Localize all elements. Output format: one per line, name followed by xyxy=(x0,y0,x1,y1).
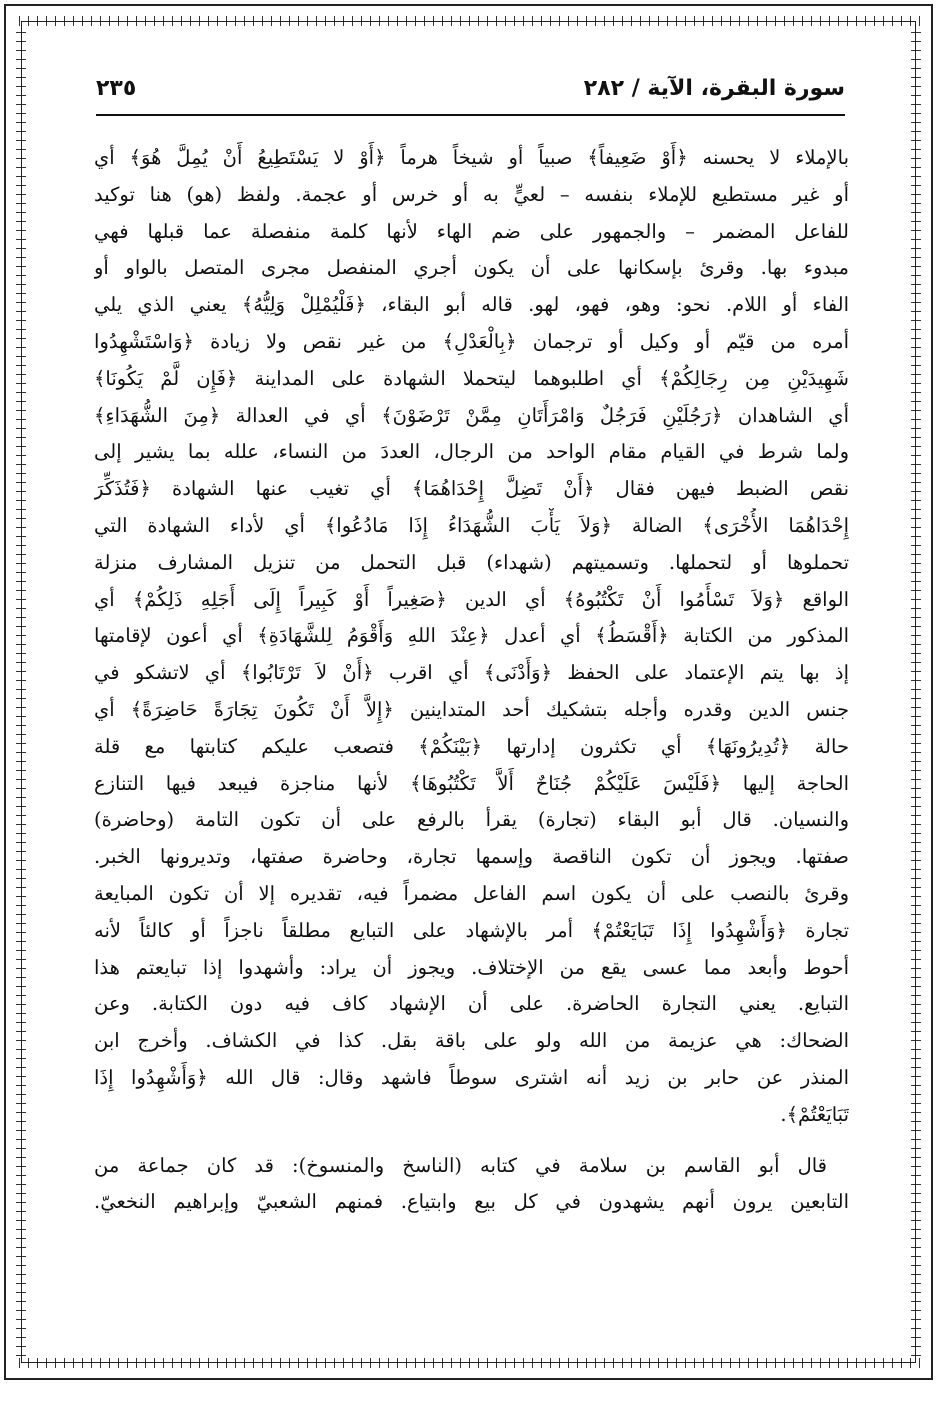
text-line: إِحْدَاهُمَا الأُخْرَى﴾ الضالة ﴿وَلاَ يَأْبَ الشُّهَدَاءُ إِذَا مَادُعُوا﴾ أي لأداء الشهادة التي xyxy=(94,513,849,537)
text-line: الواقع ﴿وَلاَ تَسْأَمُوا أَنْ تَكْتُبُوهُ﴾ أي الدين ﴿صَغِيراً أَوْ كَبِيراً إِلَى أَجَلِهِ ذَلِكُمْ﴾ أي xyxy=(94,587,849,611)
text-line: تحملوها أو لتحملها. وتسميتهم (شهداء) قبل التحمل من تنزيل المشارف منزلة xyxy=(94,550,849,574)
surah-title: سورة البقرة، الآية / ٢٨٢ xyxy=(583,75,845,101)
text-line: جنس الدين وقدره وأجله بتشكيك أحد المتداينين ﴿إِلاَّ أَنْ تَكُونَ تِجَارَةً حَاضِرَةً﴾ أي xyxy=(94,697,849,721)
text-line: التبايع. يعني التجارة الحاضرة. على أن الإشهاد كاف فيه دون الكتابة. وعن xyxy=(94,992,849,1016)
text-line: التابعين يرون أنهم يشهدون في كل بيع وابتياع. فمنهم الشعبيّ وإبراهيم النخعيّ. xyxy=(94,1190,849,1214)
text-line: أو غير مستطيع للإملاء بنفسه – لعيٍّ به أو خرس أو عجمة. ولفظ (هو) هنا توكيد xyxy=(94,182,849,206)
text-line: الفاء أو اللام. نحو: وهو، فهو، لهو. قاله أبو البقاء، ﴿فَلْيُمْلِلْ وَلِيُّهُ﴾ يعني الذي يلي xyxy=(94,293,849,317)
text-line: والنسيان. قال أبو البقاء (تجارة) يقرأ بالرفع على أن تكون التامة (وحاضرة) xyxy=(94,808,849,832)
header-rule xyxy=(96,114,845,116)
text-line: إذ بها يتم الإعتماد على الحفظ ﴿وَأَدْنَى﴾ أي اقرب ﴿أَنْ لاَ تَرْتَابُوا﴾ أي لاتشكو في xyxy=(94,661,849,685)
text-line: حالة ﴿تُدِيرُونَهَا﴾ أي تكثرون إدارتها ﴿بَيْنَكُمْ﴾ فتصعب عليكم كتابتها مع قلة xyxy=(94,734,849,758)
text-line: تجارة ﴿وَأَشْهِدُوا إِذَا تَبَايَعْتُمْ﴾ أمر بالإشهاد على التبايع مطلقاً ناجزاً أو كالئاً لأنه xyxy=(94,918,849,942)
text-line: أمره من قيّم أو وكيل أو ترجمان ﴿بِالْعَدْلِ﴾ من غير نقص ولا زيادة ﴿وَاسْتَشْهِدُوا xyxy=(94,329,849,353)
text-line: أي الشاهدان ﴿رَجُلَيْنِ فَرَجُلٌ وَامْرَأَتَانِ مِمَّنْ تَرْضَوْنَ﴾ أي في العدالة ﴿مِنَ الشُّهَدَاءِ﴾ xyxy=(94,403,849,427)
text-line: مبدوء بها. وقرئ بإسكانها على أن يكون أجري المنفصل مجرى المتصل بالواو أو xyxy=(94,256,849,280)
text-line: المنذر عن حابر بن زيد أنه اشترى سوطاً فاشهد وقال: قال الله ﴿وَأَشْهِدُوا إِذَا xyxy=(94,1065,849,1089)
page-number: ٢٣٥ xyxy=(96,75,137,101)
text-line: شَهِيدَيْنِ مِن رِجَالِكُمْ﴾ أي اطلبوهما ليتحملا الشهادة على المداينة ﴿فَإِن لَّمْ يَكُونَا﴾ xyxy=(94,366,849,390)
page-body xyxy=(94,140,849,1221)
text-line: صفتها. ويجوز أن تكون الناقصة وإسمها تجارة، وحاضرة صفتها، وتديرونها الخبر. xyxy=(94,845,849,869)
text-line: ولما شرط في القيام مقام الواحد من الرجال، العددَ من النساء، علله بما يشير إلى xyxy=(94,440,849,464)
text-line: الحاجة إليها ﴿فَلَيْسَ عَلَيْكُمْ جُنَاحٌ أَلاَّ تَكْتُبُوهَا﴾ لأنها مناجزة فيبعد فيها التنازع xyxy=(94,771,849,795)
text-line: الضحاك: هي عزيمة من الله ولو على باقة بقل. كذا في الكشاف. وأخرج ابن xyxy=(94,1029,849,1053)
text-line: المذكور من الكتابة ﴿أَقْسَطُ﴾ أي أعدل ﴿عِنْدَ اللهِ وَأَقْوَمُ لِلشَّهَادَةِ﴾ أي أعون لإقامتها xyxy=(94,624,849,648)
text-line: نقص الضبط فيهن فقال ﴿أَنْ تَضِلَّ إِحْدَاهُمَا﴾ أي تغيب عنها الشهادة ﴿فَتُذَكِّرَ xyxy=(94,477,849,501)
text-line: أحوط وأبعد مما عسى يقع من الإختلاف. ويجوز أن يراد: وأشهدوا إذا تبايعتم هذا xyxy=(94,955,849,979)
text-line: بالإملاء لا يحسنه ﴿أَوْ ضَعِيفاً﴾ صبياً أو شيخاً هرماً ﴿أَوْ لا يَسْتَطِيعُ أَنْ يُمِلَّ هُوَ﴾ أي xyxy=(94,146,849,169)
quote-paragraph xyxy=(94,1148,849,1222)
text-line: للفاعل المضمر – والجمهور على ضم الهاء لأنها كلمة منفصلة عما قبلها فهي xyxy=(94,219,849,243)
text-line: وقرئ بالنصب على أن يكون اسم الفاعل مضمراً فيه، تقديره إلا أن تكون المبايعة xyxy=(94,881,849,905)
text-line: تَبَايَعْتُمْ﴾. xyxy=(780,1102,849,1126)
page-header xyxy=(96,68,845,108)
text-line: قال أبو القاسم بن سلامة في كتابه (الناسخ والمنسوخ): قد كان جماعة من xyxy=(94,1153,827,1177)
commentary-paragraph xyxy=(94,140,849,1134)
